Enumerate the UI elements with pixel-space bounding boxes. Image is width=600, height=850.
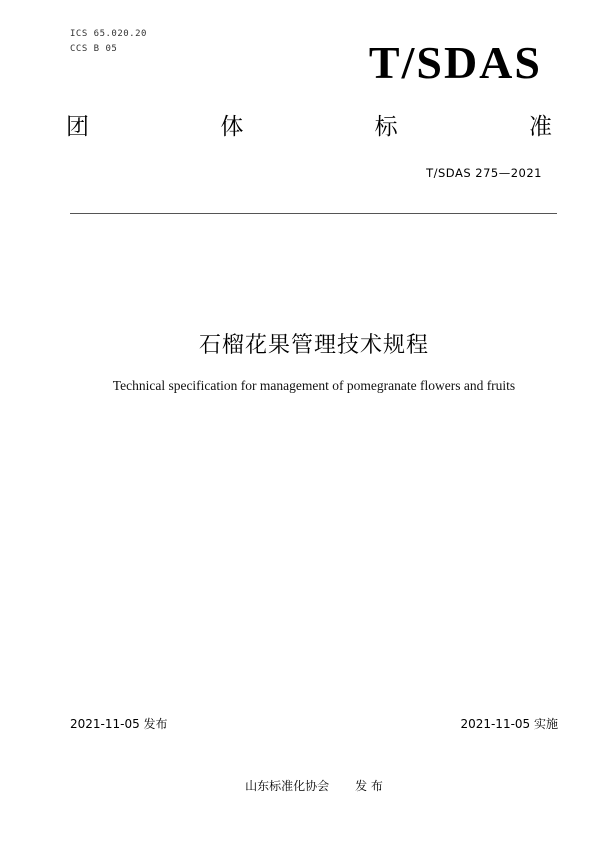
document-title-english: Technical specification for management of pomegranate flowers and fruits bbox=[112, 378, 516, 393]
standard-type-heading bbox=[66, 116, 552, 139]
standard-logo: T/SDAS bbox=[368, 37, 542, 88]
ics-code: ICS 65.020.20 bbox=[70, 29, 147, 39]
ccs-code: CCS B 05 bbox=[70, 44, 118, 54]
implementation-date: 2021-11-05 实施 bbox=[460, 717, 558, 731]
standard-type-char-4: 准 bbox=[528, 114, 552, 140]
issue-date: 2021-11-05 发布 bbox=[70, 717, 168, 731]
publisher-name: 山东标准化协会 bbox=[245, 779, 330, 793]
header-divider bbox=[70, 213, 557, 214]
publisher-line bbox=[0, 777, 600, 794]
standard-number: T/SDAS 275—2021 bbox=[426, 166, 542, 180]
document-title-chinese: 石榴花果管理技术规程 bbox=[198, 333, 429, 358]
standard-type-char-3: 标 bbox=[374, 114, 398, 140]
standard-type-char-2: 体 bbox=[220, 114, 244, 140]
standard-type-char-1: 团 bbox=[66, 114, 89, 140]
publisher-action: 发 布 bbox=[355, 779, 383, 793]
